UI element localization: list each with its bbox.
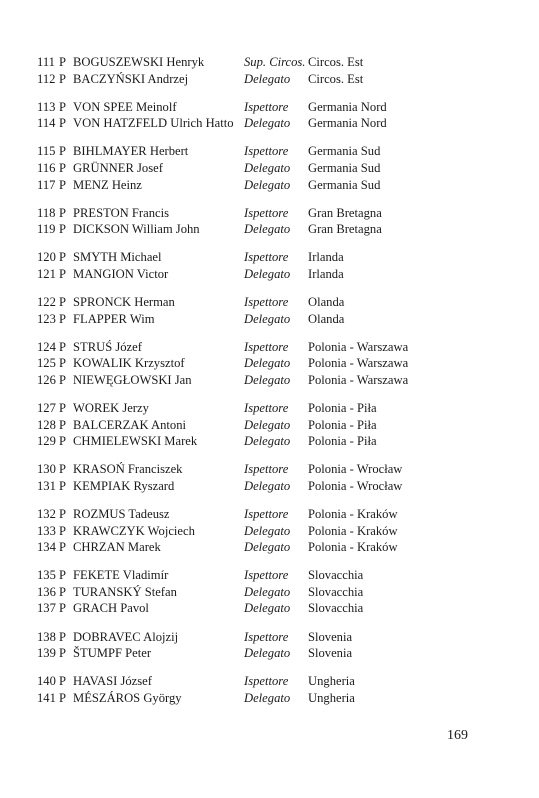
entry-name: CHMIELEWSKI Marek — [73, 434, 198, 449]
entry-group — [37, 205, 507, 238]
entry-row — [37, 372, 507, 389]
entry-role: Delegato — [244, 690, 291, 705]
entry-role: Delegato — [244, 478, 291, 493]
entry-number: 128 — [37, 417, 56, 432]
entry-number: 123 — [37, 311, 56, 326]
entry-number: 129 — [37, 434, 56, 449]
entry-role: Sup. Circos. — [244, 55, 306, 69]
entry-row — [37, 523, 507, 540]
entry-number: 132 — [37, 506, 56, 521]
entry-title-prefix: P — [59, 311, 67, 326]
entry-row — [37, 339, 507, 356]
entry-row — [37, 600, 507, 617]
entry-place: Polonia - Piła — [308, 434, 377, 449]
entry-place: Germania Nord — [308, 99, 387, 114]
entry-title-prefix: P — [59, 601, 67, 616]
entry-number: 126 — [37, 372, 56, 387]
entry-place: Slovacchia — [308, 568, 364, 583]
entry-title-prefix: P — [59, 462, 67, 477]
entry-row — [37, 690, 507, 707]
entry-role: Delegato — [244, 311, 291, 326]
entry-name: SMYTH Michael — [73, 250, 162, 265]
entry-title-prefix: P — [59, 55, 67, 69]
entry-number: 114 — [37, 116, 56, 131]
entry-role: Ispettore — [244, 629, 289, 644]
entry-name: MENZ Heinz — [73, 177, 142, 192]
entry-list — [37, 54, 507, 718]
entry-role: Ispettore — [244, 401, 289, 415]
entry-name: KEMPIAK Ryszard — [73, 478, 175, 493]
entry-title-prefix: P — [59, 250, 67, 265]
entry-number: 117 — [37, 177, 56, 192]
entry-number: 136 — [37, 584, 56, 599]
entry-number: 127 — [37, 401, 56, 415]
entry-group — [37, 143, 507, 193]
entry-row — [37, 294, 507, 311]
entry-number: 131 — [37, 478, 56, 493]
entry-name: ŠTUMPF Peter — [73, 646, 152, 661]
entry-row — [37, 506, 507, 523]
entry-title-prefix: P — [59, 71, 67, 86]
entry-row — [37, 673, 507, 690]
entry-row — [37, 143, 507, 160]
entry-title-prefix: P — [59, 674, 67, 689]
entry-place: Germania Sud — [308, 177, 381, 192]
entry-place: Circos. Est — [308, 71, 364, 86]
entry-role: Ispettore — [244, 339, 289, 354]
entry-name: KRASOŃ Franciszek — [73, 462, 183, 477]
entry-title-prefix: P — [59, 523, 67, 538]
entry-title-prefix: P — [59, 417, 67, 432]
entry-role: Delegato — [244, 266, 291, 281]
entry-number: 121 — [37, 266, 56, 281]
entry-number: 134 — [37, 540, 56, 555]
entry-row — [37, 629, 507, 646]
entry-title-prefix: P — [59, 540, 67, 555]
entry-place: Germania Sud — [308, 160, 381, 175]
entry-title-prefix: P — [59, 356, 67, 371]
entry-place: Polonia - Warszawa — [308, 372, 409, 387]
entry-role: Ispettore — [244, 568, 289, 583]
entry-number: 140 — [37, 674, 56, 689]
entry-row — [37, 99, 507, 116]
entry-place: Germania Nord — [308, 116, 387, 131]
entry-place: Polonia - Warszawa — [308, 356, 409, 371]
entry-name: CHRZAN Marek — [73, 540, 161, 555]
entry-name: SPRONCK Herman — [73, 295, 175, 310]
entry-name: DICKSON William John — [73, 222, 200, 237]
entry-place: Polonia - Wrocław — [308, 462, 403, 477]
entry-place: Polonia - Piła — [308, 417, 377, 432]
entry-row — [37, 355, 507, 372]
entry-row — [37, 205, 507, 222]
entry-role: Delegato — [244, 417, 291, 432]
entry-group — [37, 339, 507, 389]
page-number: 169 — [447, 728, 468, 743]
entry-place: Olanda — [308, 311, 345, 326]
entry-group — [37, 294, 507, 327]
entry-place: Circos. Est — [308, 55, 364, 69]
entry-title-prefix: P — [59, 568, 67, 583]
entry-number: 141 — [37, 690, 56, 705]
entry-group — [37, 567, 507, 617]
entry-name: VON HATZFELD Ulrich Hatto — [73, 116, 234, 131]
entry-name: GRÜNNER Josef — [73, 160, 163, 175]
entry-place: Slovenia — [308, 629, 353, 644]
entry-role: Delegato — [244, 356, 291, 371]
entry-name: BIHLMAYER Herbert — [73, 144, 189, 159]
entry-name: ROZMUS Tadeusz — [73, 506, 170, 521]
entry-number: 138 — [37, 629, 56, 644]
entry-role: Ispettore — [244, 205, 289, 220]
entry-row — [37, 433, 507, 450]
entry-title-prefix: P — [59, 506, 67, 521]
entry-title-prefix: P — [59, 339, 67, 354]
entry-number: 113 — [37, 99, 56, 114]
entry-place: Polonia - Piła — [308, 401, 377, 415]
entry-role: Delegato — [244, 71, 291, 86]
entry-place: Germania Sud — [308, 144, 381, 159]
entry-name: TURANSKÝ Stefan — [73, 584, 177, 599]
entry-group — [37, 461, 507, 494]
entry-row — [37, 221, 507, 238]
entry-row — [37, 160, 507, 177]
entry-group — [37, 54, 507, 87]
entry-role: Ispettore — [244, 506, 289, 521]
entry-row — [37, 115, 507, 132]
entry-title-prefix: P — [59, 160, 67, 175]
entry-number: 137 — [37, 601, 56, 616]
entry-title-prefix: P — [59, 478, 67, 493]
entry-number: 135 — [37, 568, 56, 583]
entry-number: 119 — [37, 222, 56, 237]
entry-name: FLAPPER Wim — [73, 311, 155, 326]
entry-title-prefix: P — [59, 646, 67, 661]
entry-group — [37, 506, 507, 556]
entry-role: Delegato — [244, 372, 291, 387]
entry-row — [37, 417, 507, 434]
entry-title-prefix: P — [59, 372, 67, 387]
entry-place: Olanda — [308, 295, 345, 310]
entry-number: 116 — [37, 160, 56, 175]
entry-role: Delegato — [244, 646, 291, 661]
entry-place: Polonia - Kraków — [308, 506, 398, 521]
entry-place: Slovacchia — [308, 584, 364, 599]
entry-name: NIEWĘGŁOWSKI Jan — [73, 372, 192, 387]
entry-name: BOGUSZEWSKI Henryk — [73, 55, 205, 69]
entry-row — [37, 539, 507, 556]
entry-row — [37, 177, 507, 194]
entry-role: Delegato — [244, 222, 291, 237]
entry-name: GRACH Pavol — [73, 601, 149, 616]
entry-role: Delegato — [244, 523, 291, 538]
entry-row — [37, 584, 507, 601]
entry-name: BACZYŃSKI Andrzej — [73, 71, 189, 86]
entry-number: 130 — [37, 462, 56, 477]
entry-row — [37, 461, 507, 478]
entry-title-prefix: P — [59, 266, 67, 281]
entry-role: Ispettore — [244, 250, 289, 265]
entry-place: Ungheria — [308, 690, 355, 705]
entry-role: Delegato — [244, 160, 291, 175]
entry-name: VON SPEE Meinolf — [73, 99, 177, 114]
entry-row — [37, 400, 507, 417]
entry-role: Delegato — [244, 601, 291, 616]
entry-role: Ispettore — [244, 674, 289, 689]
entry-number: 139 — [37, 646, 56, 661]
entry-number: 122 — [37, 295, 56, 310]
entry-group — [37, 629, 507, 662]
entry-role: Ispettore — [244, 99, 289, 114]
entry-name: STRUŚ Józef — [73, 339, 142, 354]
entry-title-prefix: P — [59, 629, 67, 644]
entry-number: 125 — [37, 356, 56, 371]
entry-role: Ispettore — [244, 295, 289, 310]
entry-title-prefix: P — [59, 205, 67, 220]
entry-row — [37, 249, 507, 266]
entry-row — [37, 71, 507, 88]
entry-title-prefix: P — [59, 177, 67, 192]
entry-row — [37, 266, 507, 283]
entry-role: Ispettore — [244, 144, 289, 159]
entry-number: 120 — [37, 250, 56, 265]
entry-place: Irlanda — [308, 250, 344, 265]
entry-name: PRESTON Francis — [73, 205, 169, 220]
entry-name: KRAWCZYK Wojciech — [73, 523, 195, 538]
entry-title-prefix: P — [59, 222, 67, 237]
entry-title-prefix: P — [59, 690, 67, 705]
entry-name: FEKETE Vladimír — [73, 568, 169, 583]
entry-number: 111 — [37, 55, 55, 69]
entry-title-prefix: P — [59, 584, 67, 599]
entry-name: DOBRAVEC Alojzij — [73, 629, 179, 644]
entry-place: Slovacchia — [308, 601, 364, 616]
entry-row — [37, 567, 507, 584]
entry-title-prefix: P — [59, 401, 67, 415]
entry-role: Ispettore — [244, 462, 289, 477]
entry-row — [37, 54, 507, 71]
entry-name: WOREK Jerzy — [73, 401, 149, 415]
entry-place: Polonia - Wrocław — [308, 478, 403, 493]
entry-group — [37, 673, 507, 706]
entry-name: HAVASI József — [73, 674, 152, 689]
entry-role: Delegato — [244, 116, 291, 131]
entry-title-prefix: P — [59, 116, 67, 131]
entry-place: Irlanda — [308, 266, 344, 281]
entry-name: BALCERZAK Antoni — [73, 417, 186, 432]
entry-name: KOWALIK Krzysztof — [73, 356, 185, 371]
entry-title-prefix: P — [59, 295, 67, 310]
entry-name: MÉSZÁROS György — [73, 690, 182, 705]
entry-place: Gran Bretagna — [308, 205, 382, 220]
entry-role: Delegato — [244, 540, 291, 555]
entry-title-prefix: P — [59, 99, 67, 114]
entry-place: Polonia - Kraków — [308, 523, 398, 538]
entry-title-prefix: P — [59, 434, 67, 449]
entry-group — [37, 400, 507, 450]
entry-number: 112 — [37, 71, 56, 86]
entry-row — [37, 478, 507, 495]
entry-row — [37, 645, 507, 662]
entry-number: 133 — [37, 523, 56, 538]
entry-title-prefix: P — [59, 144, 67, 159]
entry-number: 118 — [37, 205, 56, 220]
entry-row — [37, 311, 507, 328]
entry-number: 124 — [37, 339, 56, 354]
entry-name: MANGION Victor — [73, 266, 169, 281]
entry-number: 115 — [37, 144, 56, 159]
entry-role: Delegato — [244, 434, 291, 449]
entry-role: Delegato — [244, 177, 291, 192]
entry-group — [37, 99, 507, 132]
entry-group — [37, 249, 507, 282]
entry-place: Polonia - Warszawa — [308, 339, 409, 354]
entry-role: Delegato — [244, 584, 291, 599]
entry-place: Slovenia — [308, 646, 353, 661]
entry-place: Ungheria — [308, 674, 355, 689]
entry-place: Polonia - Kraków — [308, 540, 398, 555]
entry-place: Gran Bretagna — [308, 222, 382, 237]
